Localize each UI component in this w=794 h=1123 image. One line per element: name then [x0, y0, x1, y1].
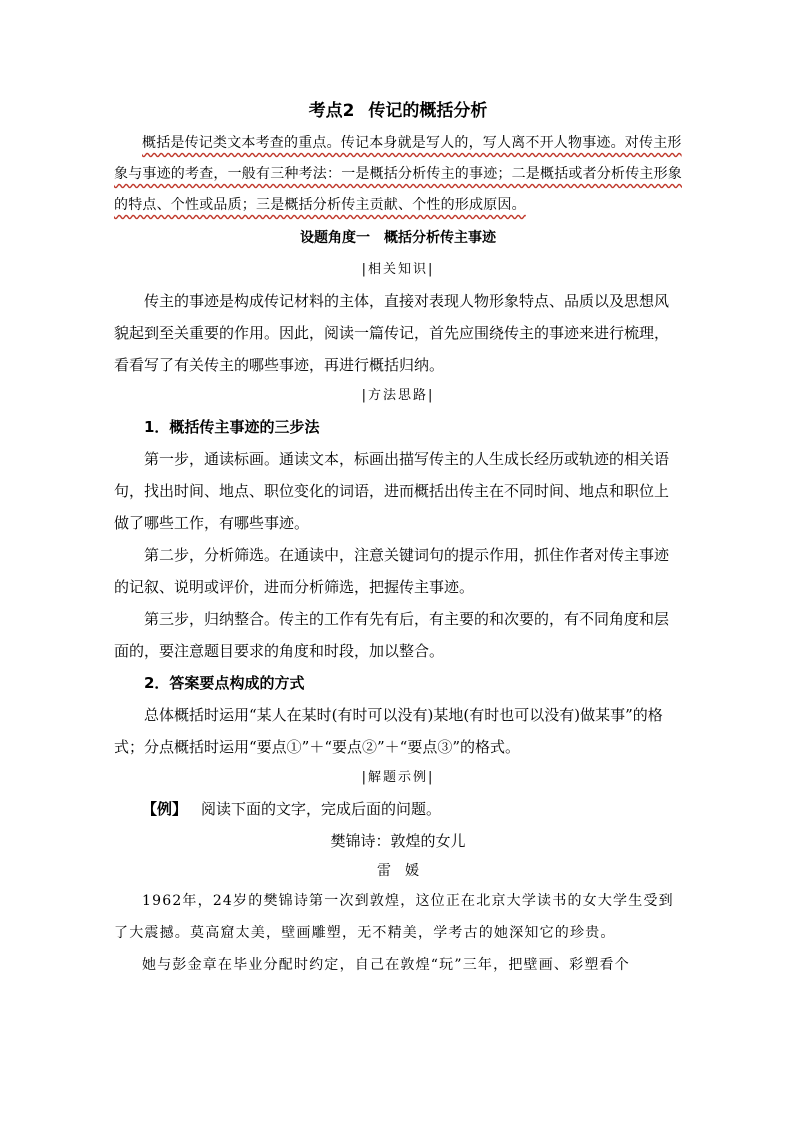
- example-tag: 【例】: [142, 800, 188, 818]
- method-step1: 第一步，通读标画。通读文本，标画出描写传主的人生成长经历或轨迹的相关语句，找出时间、地点、职位变化的词语，进而概括出传主在不同时间、地点和职位上做了哪些工作，有哪些事迹。: [114, 450, 670, 532]
- method-step2: 第二步，分析筛选。在通读中，注意关键词句的提示作用，抓住作者对传主事迹的记叙、说明或评价，进而分析筛选，把握传主事迹。: [114, 546, 670, 596]
- page-title: [114, 96, 682, 126]
- method-item1-title: 1．概括传主事迹的三步法: [144, 418, 320, 436]
- section-text: 概括分析传主事迹: [384, 230, 496, 246]
- article-paragraph-1: 1962年，24岁的樊锦诗第一次到敦煌，这位正在北京大学读书的女大学生受到了大震撼。莫高窟太美，壁画雕塑，无不精美，学考古的她深知它的珍贵。: [114, 893, 674, 941]
- method-label: |方法思路|: [361, 388, 435, 403]
- knowledge-label: |相关知识|: [361, 262, 435, 277]
- intro-paragraph: [114, 128, 682, 221]
- example-label: |解题示例|: [361, 770, 435, 785]
- section-heading: [114, 221, 682, 255]
- example-instruction: 阅读下面的文字，完成后面的问题。: [201, 800, 442, 818]
- article-title: 樊锦诗：敦煌的女儿: [330, 832, 466, 850]
- intro-text: 概括是传记类文本考查的重点。传记本身就是写人的，写人离不开人物事迹。对传主形象与事迹的考查，一般有三种考法：一是概括分析传主的事迹；二是概括或者分析传主形象的特点、个性或品质；三是概括分析传主贡献、个性的形成原因。: [114, 135, 682, 213]
- article-paragraph-2: 她与彭金章在毕业分配时约定，自己在敦煌“玩”三年，把壁画、彩塑看个: [142, 957, 630, 973]
- title-text: 传记的概括分析: [368, 101, 488, 121]
- section-prefix: 设题角度一: [300, 230, 370, 246]
- example-line: [114, 793, 682, 825]
- title-prefix: 考点2: [308, 101, 355, 121]
- method-step3: 第三步，归纳整合。传主的工作有先有后，有主要的和次要的，有不同角度和层面的，要注意题目要求的角度和时段，加以整合。: [114, 610, 670, 660]
- article-author: 雷媛: [377, 863, 433, 879]
- document-content: [114, 96, 682, 981]
- method-item2-text: 总体概括时运用“某人在某时(有时可以没有)某地(有时也可以没有)做某事”的格式；分点概括时运用“要点①”＋“要点②”＋“要点③”的格式。: [114, 706, 663, 756]
- method-item2-title: 2．答案要点构成的方式: [144, 674, 305, 692]
- knowledge-paragraph: 传主的事迹是构成传记材料的主体，直接对表现人物形象特点、品质以及思想风貌起到至关重要的作用。因此，阅读一篇传记，首先应围绕传主的事迹来进行梳理，看看写了有关传主的哪些事迹，再进行概括归纳。: [114, 292, 670, 374]
